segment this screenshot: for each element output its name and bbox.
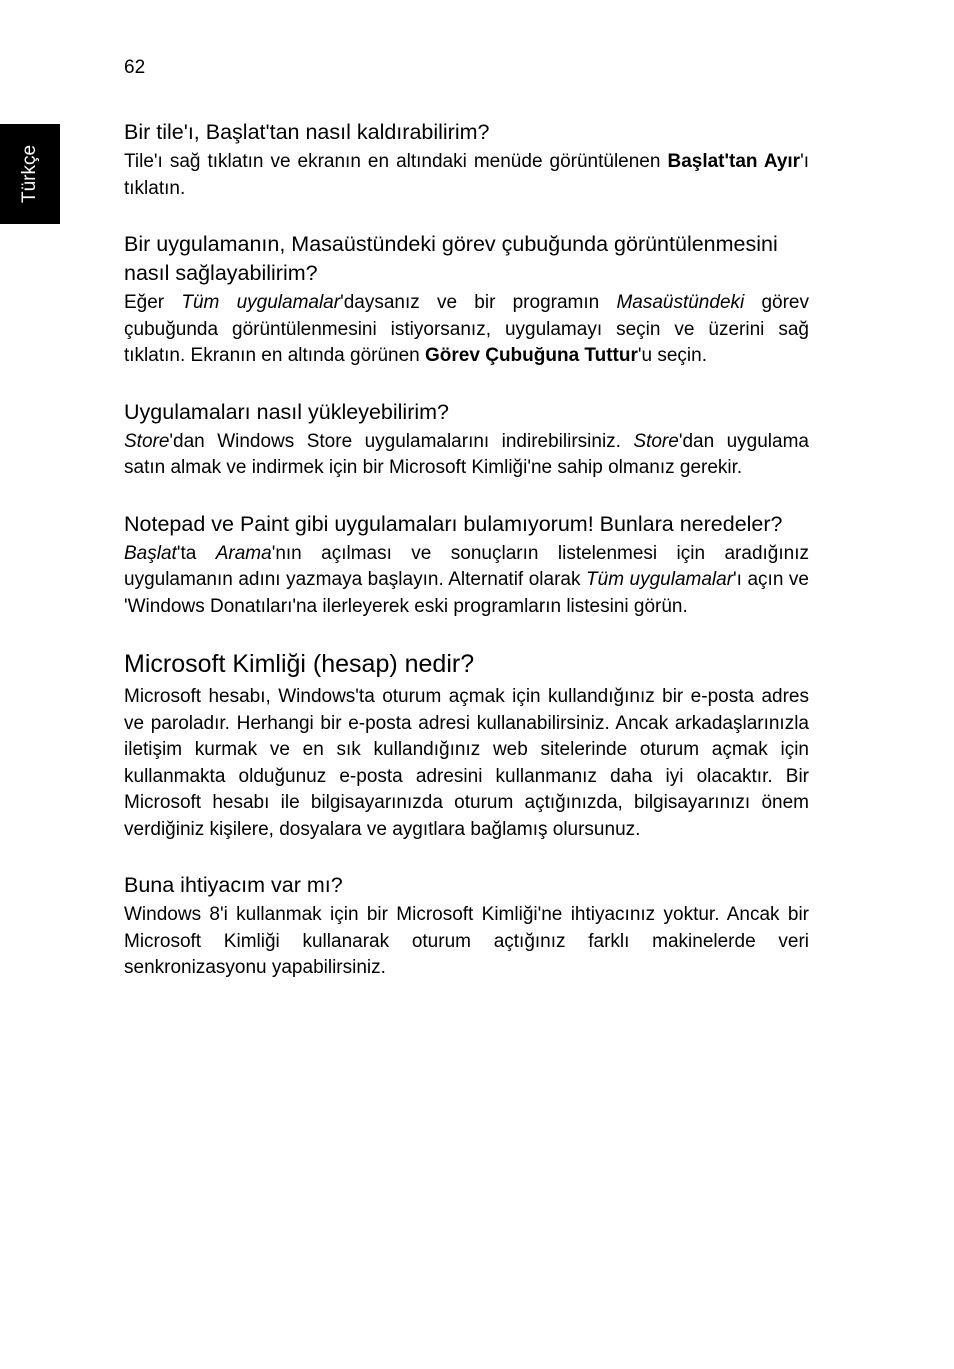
body-text-run: Arama (215, 542, 272, 564)
body-text-run: 'ta (176, 542, 216, 564)
body-text-run: Tüm uygulamalar (181, 292, 341, 313)
body-text-run: Başlat (124, 542, 177, 564)
section-faq-2 (124, 230, 809, 370)
section-faq-3 (124, 398, 809, 482)
body-text-run: Windows 8'i kullanmak için bir Microsoft Kimliği'ne ihtiyacınız yoktur. Ancak bir Microsoft Kimliği kullanarak oturum açtığınız farklı makinelerde veri senkronizasyonu yapabilirsiniz. (124, 904, 809, 978)
section-heading: Bir tile'ı, Başlat'tan nasıl kaldırabilirim? (124, 120, 490, 144)
body-text-run: Store (124, 430, 170, 452)
body-text-run: 'dan Windows Store uygulamalarını indirebilirsiniz. (169, 430, 634, 452)
body-text-run: Tüm uygulamalar (586, 569, 734, 590)
body-text-run: Masaüstündeki (616, 292, 745, 313)
language-side-tab-label: Türkçe (19, 144, 40, 204)
language-side-tab (0, 124, 60, 224)
body-text-run: Microsoft hesabı, Windows'ta oturum açmak için kullandığınız bir e-posta adres ve paroladır. Herhangi bir e-posta adresi kullanabilirsiniz. Ancak arkadaşlarınızla iletişim kurmak ve en sık kullandığınız web sitelerinde oturum açmak için kullanmakta olduğunuz e-posta adresini kullanmanız daha iyi olacaktır. Bir Microsoft hesabı ile bilgisayarınızda oturum açtığınızda, bilgisayarınızı önem verdiğiniz kişilere, dosyalara ve aygıtlara bağlamış olursunuz. (124, 686, 809, 840)
body-text-run: 'nın açılması ve sonuçların listelenmesi için aradığınız uygulamanın adını yazmaya başlayın. Alternatif olarak (124, 542, 809, 590)
body-text-run: 'daysanız ve bir programın (340, 292, 617, 313)
section-heading: Microsoft Kimliği (hesap) nedir? (124, 650, 475, 678)
body-text-run: Store (633, 430, 679, 452)
body-text-run: 'ı açın ve 'Windows Donatıları'na ilerleyerek eski programların listesini görün. (124, 569, 809, 617)
section-body (124, 429, 809, 482)
page-content (124, 118, 809, 1010)
section-body (124, 149, 809, 202)
body-text-run: 'dan uygulama satın almak ve indirmek için bir Microsoft Kimliği'ne sahip olmanız gerekir. (124, 430, 809, 478)
section-body (124, 684, 809, 843)
section-faq-4 (124, 510, 809, 621)
body-text-run: görev çubuğunda görüntülenmesini istiyorsanız, uygulamayı seçin ve üzerini sağ tıklatın. Ekranın en altında görünen (124, 292, 809, 366)
section-heading: Uygulamaları nasıl yükleyebilirim? (124, 399, 450, 424)
section-need-it (124, 871, 809, 982)
section-body (124, 902, 809, 982)
body-text-run: 'u seçin. (637, 345, 707, 366)
body-text-run: Tile'ı sağ tıklatın ve ekranın en altındaki menüde görüntülenen (124, 151, 668, 172)
section-heading: Bir uygulamanın, Masaüstündeki görev çubuğunda görüntülenmesini nasıl sağlayabilirim? (124, 232, 778, 285)
body-text-run: Başlat'tan Ayır (667, 151, 801, 172)
body-text-run: Eğer (124, 292, 182, 313)
body-text-run: Görev Çubuğuna Tuttur (425, 345, 638, 366)
body-text-run: 'ı tıklatın. (124, 151, 809, 199)
section-heading: Buna ihtiyacım var mı? (124, 873, 343, 897)
page-number: 62 (124, 57, 146, 78)
section-microsoft-id (124, 648, 809, 843)
section-faq-1 (124, 118, 809, 202)
section-body (124, 541, 809, 621)
section-heading: Notepad ve Paint gibi uygulamaları bulamıyorum! Bunlara neredeler? (124, 511, 783, 536)
section-body (124, 290, 809, 370)
